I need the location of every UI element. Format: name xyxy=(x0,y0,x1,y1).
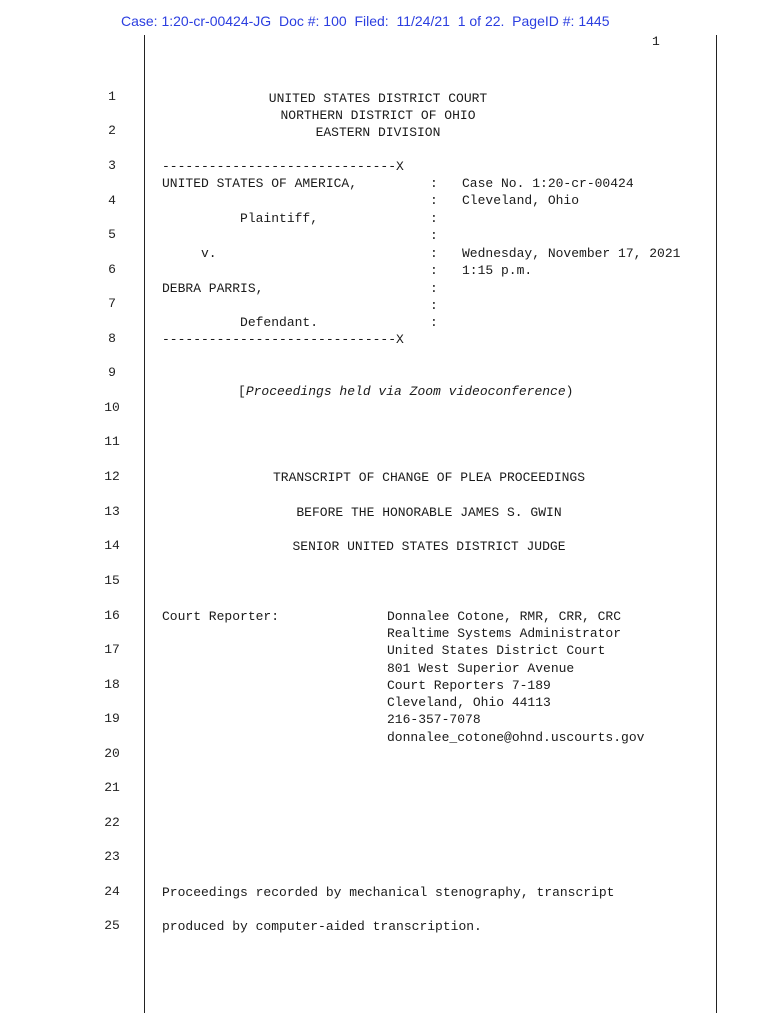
caption-rule-top: ------------------------------X xyxy=(162,159,404,174)
caption-colon: : xyxy=(430,176,438,191)
line-number: 18 xyxy=(104,677,120,692)
hearing-time: 1:15 p.m. xyxy=(462,263,533,278)
caption-colon: : xyxy=(430,315,438,330)
line-number: 24 xyxy=(104,884,120,899)
page-number: 1 xyxy=(652,34,660,49)
caption-colon: : xyxy=(430,228,438,243)
note-open-bracket: [ xyxy=(238,384,246,399)
note-text: Proceedings held via Zoom videoconference xyxy=(245,384,566,399)
caption-colon: : xyxy=(430,281,438,296)
reporter-line: United States District Court xyxy=(387,643,606,658)
line-number: 19 xyxy=(104,711,120,726)
line-number: 4 xyxy=(108,193,116,208)
court-district: NORTHERN DISTRICT OF OHIO xyxy=(280,108,476,123)
reporter-line: Cleveland, Ohio 44113 xyxy=(387,695,551,710)
left-margin-rule xyxy=(144,35,145,1013)
caption-party: DEBRA PARRIS, xyxy=(162,281,264,296)
caption-party-role: Defendant. xyxy=(162,315,319,330)
line-number: 3 xyxy=(108,158,116,173)
court-name: UNITED STATES DISTRICT COURT xyxy=(268,91,488,106)
line-number: 25 xyxy=(104,918,120,933)
line-number: 16 xyxy=(104,608,120,623)
line-number: 2 xyxy=(108,123,116,138)
line-number: 12 xyxy=(104,469,120,484)
line-number: 13 xyxy=(104,504,120,519)
line-number: 17 xyxy=(104,642,120,657)
judge-title: SENIOR UNITED STATES DISTRICT JUDGE xyxy=(292,539,566,554)
caption-colon: : xyxy=(430,298,438,313)
transcription-note: produced by computer-aided transcription. xyxy=(162,919,482,934)
reporter-line: Realtime Systems Administrator xyxy=(387,626,622,641)
line-number: 5 xyxy=(108,227,116,242)
reporter-email: donnalee_cotone@ohnd.uscourts.gov xyxy=(387,730,645,745)
line-number: 23 xyxy=(104,849,120,864)
line-number: 10 xyxy=(104,400,120,415)
proceedings-note xyxy=(238,383,573,401)
right-margin-rule xyxy=(716,35,717,1013)
note-close-paren: ) xyxy=(565,384,574,399)
reporter-line: Court Reporters 7-189 xyxy=(387,678,551,693)
caption-versus: v. xyxy=(162,246,217,261)
recording-note: Proceedings recorded by mechanical stenography, transcript xyxy=(162,885,615,900)
line-number: 22 xyxy=(104,815,120,830)
line-number: 6 xyxy=(108,262,116,277)
line-number: 9 xyxy=(108,365,116,380)
caption-colon: : xyxy=(430,211,438,226)
line-number: 20 xyxy=(104,746,120,761)
line-number: 21 xyxy=(104,780,120,795)
case-number: Case No. 1:20-cr-00424 xyxy=(462,176,634,191)
reporter-phone: 216-357-7078 xyxy=(387,712,481,727)
court-division: EASTERN DIVISION xyxy=(315,125,441,140)
reporter-line: Donnalee Cotone, RMR, CRR, CRC xyxy=(387,609,622,624)
case-location: Cleveland, Ohio xyxy=(462,193,580,208)
transcript-title: TRANSCRIPT OF CHANGE OF PLEA PROCEEDINGS xyxy=(272,470,586,485)
line-number: 11 xyxy=(104,434,120,449)
line-number: 7 xyxy=(108,296,116,311)
caption-colon: : xyxy=(430,263,438,278)
case-header-stamp: Case: 1:20-cr-00424-JG Doc #: 100 Filed: 11/24/21 1 of 22. PageID #: 1445 xyxy=(121,13,610,29)
line-number: 14 xyxy=(104,538,120,553)
caption-rule-bottom: ------------------------------X xyxy=(162,332,404,347)
line-number: 1 xyxy=(108,89,116,104)
line-number: 8 xyxy=(108,331,116,346)
caption-party-role: Plaintiff, xyxy=(162,211,319,226)
caption-colon: : xyxy=(430,246,438,261)
judge-line: BEFORE THE HONORABLE JAMES S. GWIN xyxy=(296,505,562,520)
hearing-date: Wednesday, November 17, 2021 xyxy=(462,246,681,261)
line-number: 15 xyxy=(104,573,120,588)
reporter-label: Court Reporter: xyxy=(162,609,280,624)
caption-colon: : xyxy=(430,193,438,208)
reporter-line: 801 West Superior Avenue xyxy=(387,661,575,676)
caption-party: UNITED STATES OF AMERICA, xyxy=(162,176,358,191)
